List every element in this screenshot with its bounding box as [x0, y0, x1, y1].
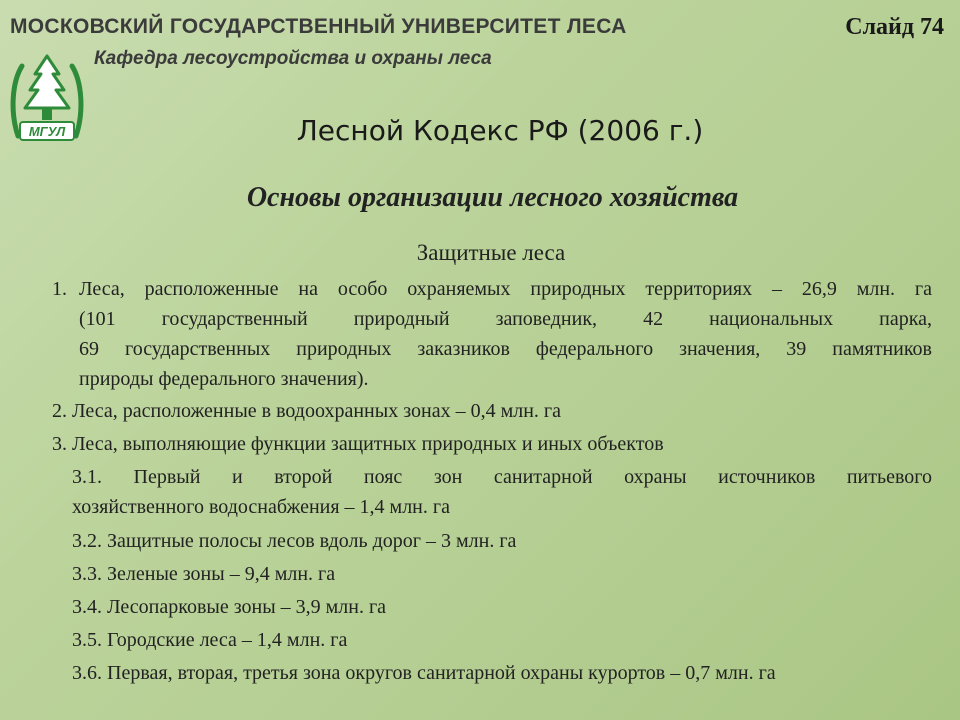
list-item-text: Леса, выполняющие функции защитных природных и иных объектов [72, 433, 664, 455]
sub-item-line: хозяйственного водоснабжения – 1,4 млн. га [72, 496, 450, 518]
sub-item-3-3: 3.3. Зеленые зоны – 9,4 млн. га [72, 563, 336, 585]
logo-text: МГУЛ [28, 124, 66, 139]
department-name: Кафедра лесоустройства и охраны леса [94, 48, 492, 69]
list-item-line: 69 государственных природных заказников федерального значения, 39 памятников [79, 338, 932, 360]
sub-item-line: 3.1. Первый и второй пояс зон санитарной охраны источников питьевого [72, 466, 932, 488]
subtitle: Основы организации лесного хозяйства [246, 182, 739, 213]
sub-item-3-5: 3.5. Городские леса – 1,4 млн. га [72, 629, 348, 651]
list-item-1 [52, 274, 932, 394]
sub-item-3-1 [72, 462, 932, 522]
list-item-number: 1. [52, 278, 67, 300]
list-item-line: Леса, расположенные на особо охраняемых природных территориях – 26,9 млн. га [79, 278, 932, 300]
list-item-line: природы федерального значения). [79, 368, 369, 390]
slide-number: Слайд 74 [845, 14, 944, 40]
university-name: МОСКОВСКИЙ ГОСУДАРСТВЕННЫЙ УНИВЕРСИТЕТ ЛЕСА [10, 15, 627, 38]
sub-item-3-2: 3.2. Защитные полосы лесов вдоль дорог – 3 млн. га [72, 530, 517, 552]
list-item-text [79, 274, 932, 394]
list-item-line: (101 государственный природный заповедник, 42 национальных парка, [79, 308, 932, 330]
list-item-2 [52, 396, 932, 426]
list-item-number: 2. [52, 400, 72, 422]
sub-item-3-4: 3.4. Лесопарковые зоны – 3,9 млн. га [72, 596, 387, 618]
page-title: Лесной Кодекс РФ (2006 г.) [296, 114, 704, 147]
sub-item-3-6: 3.6. Первая, вторая, третья зона округов санитарной охраны курортов – 0,7 млн. га [72, 662, 776, 684]
list-item-number: 3. [52, 433, 72, 455]
list-item-text: Леса, расположенные в водоохранных зонах – 0,4 млн. га [72, 400, 561, 422]
list-item-3 [52, 429, 932, 459]
section-heading: Защитные леса [416, 240, 566, 265]
